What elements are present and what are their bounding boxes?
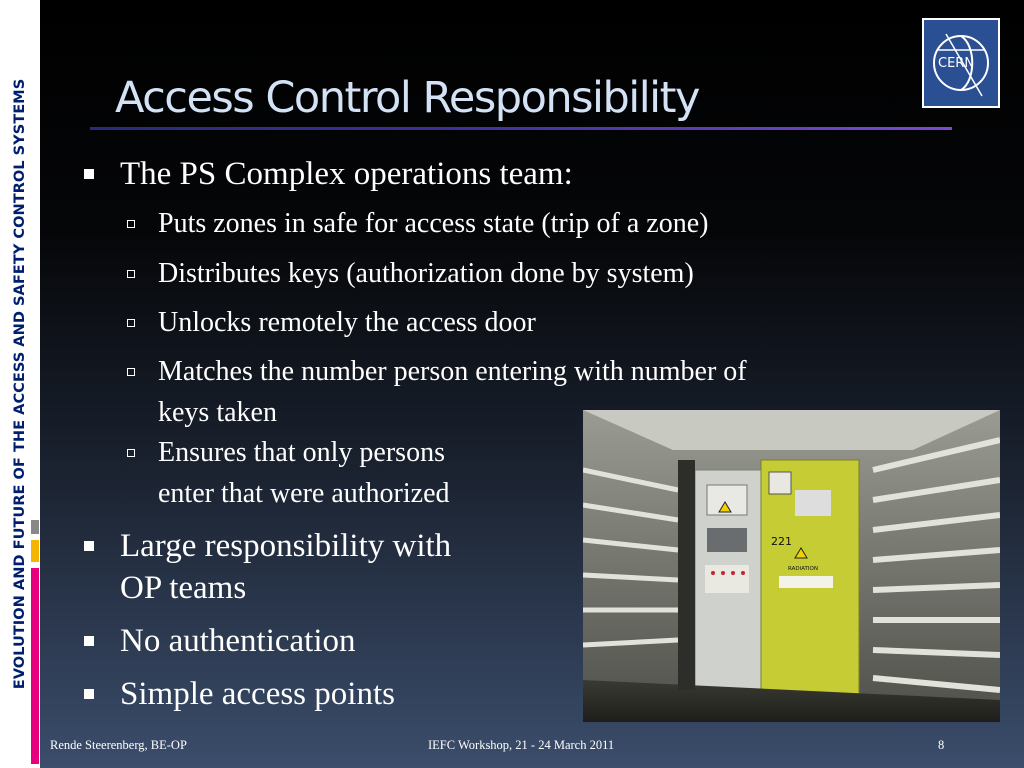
accent-bar-magenta bbox=[31, 568, 39, 764]
accent-bar-yellow bbox=[31, 540, 39, 562]
bullet-item bbox=[120, 154, 573, 194]
sub-bullet-text: Distributes keys (authorization done by system) bbox=[158, 258, 694, 289]
bullet-continuation bbox=[120, 568, 246, 608]
bullet-text: OP teams bbox=[120, 570, 247, 606]
access-point-photo-illustration bbox=[583, 410, 1000, 722]
sub-bullet-text: enter that were authorized bbox=[158, 478, 450, 509]
sub-bullet-item bbox=[158, 254, 694, 294]
slide-title: Access Control Responsibility bbox=[115, 73, 699, 123]
sidebar-vertical-title: EVOLUTION AND FUTURE OF THE ACCESS AND SAFETY CONTROL SYSTEMS bbox=[11, 78, 28, 690]
footer-author: Rende Steerenberg, BE-OP bbox=[50, 738, 187, 752]
hollow-square-bullet-icon bbox=[127, 368, 135, 376]
decorative-bars bbox=[28, 74, 38, 116]
bullet-square-icon bbox=[84, 689, 94, 699]
sub-bullet-item bbox=[158, 433, 445, 473]
sub-bullet-item bbox=[158, 352, 747, 392]
sub-bullet-text: Matches the number person entering with number of bbox=[158, 356, 747, 387]
bullet-item bbox=[120, 674, 395, 714]
hollow-square-bullet-icon bbox=[127, 319, 135, 327]
svg-text:CERN: CERN bbox=[938, 56, 975, 71]
sub-bullet-text: Ensures that only persons bbox=[158, 437, 445, 468]
cern-logo bbox=[922, 18, 1000, 108]
bullet-text: The PS Complex operations team: bbox=[120, 156, 573, 192]
sub-bullet-continuation bbox=[158, 393, 277, 433]
hollow-square-bullet-icon bbox=[127, 449, 135, 457]
sub-bullet-text: Puts zones in safe for access state (trip of a zone) bbox=[158, 208, 709, 239]
slide-number: 8 bbox=[938, 738, 945, 752]
sub-bullet-item bbox=[158, 303, 536, 343]
sub-bullet-item bbox=[158, 204, 708, 244]
svg-text:RADIATION: RADIATION bbox=[788, 566, 818, 572]
bullet-text: Simple access points bbox=[120, 676, 395, 712]
bullet-square-icon bbox=[84, 541, 94, 551]
title-underline bbox=[90, 127, 952, 130]
sub-bullet-continuation bbox=[158, 474, 450, 514]
hollow-square-bullet-icon bbox=[127, 270, 135, 278]
sub-bullet-text: keys taken bbox=[158, 397, 277, 428]
hollow-square-bullet-icon bbox=[127, 220, 135, 228]
sub-bullet-text: Unlocks remotely the access door bbox=[158, 307, 536, 338]
bullet-item bbox=[120, 621, 356, 661]
bullet-square-icon bbox=[84, 169, 94, 179]
bullet-square-icon bbox=[84, 636, 94, 646]
cern-logo-icon bbox=[924, 20, 998, 106]
svg-text:221: 221 bbox=[771, 535, 792, 548]
access-point-photo bbox=[583, 410, 1000, 722]
bullet-text: No authentication bbox=[120, 623, 356, 659]
bullet-text: Large responsibility with bbox=[120, 528, 452, 564]
footer-event: IEFC Workshop, 21 - 24 March 2011 bbox=[428, 738, 615, 752]
bullet-item bbox=[120, 526, 451, 566]
accent-bar-gray bbox=[31, 520, 39, 534]
